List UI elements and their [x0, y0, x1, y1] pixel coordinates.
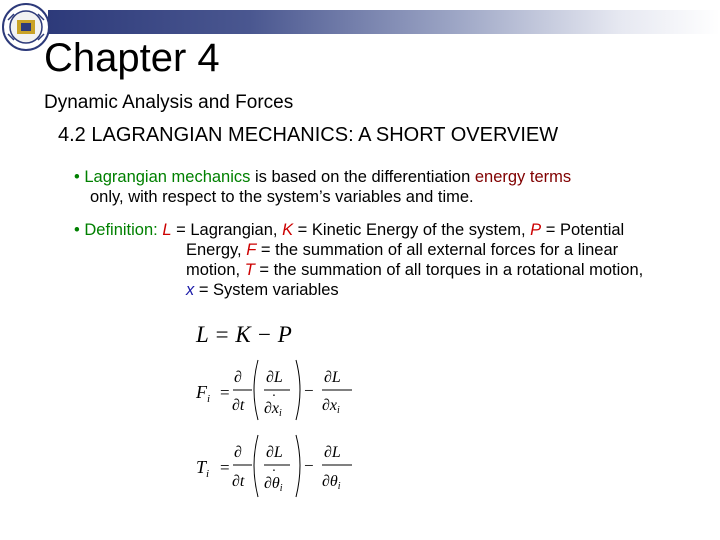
svg-text:∂xi: ∂xi: [322, 397, 340, 416]
def-text: = System variables: [194, 281, 339, 299]
svg-text:∂θi: ∂θi: [322, 473, 341, 492]
svg-text:∂θi: ∂θi: [264, 475, 283, 494]
var-L: L: [162, 221, 172, 239]
eq3-lhs: $T_i$: [196, 457, 210, 480]
svg-text:∂: ∂: [234, 444, 242, 461]
def-text: = the summation of all torques in a rotational motion,: [254, 261, 644, 279]
var-F: F: [246, 241, 257, 259]
var-T: T: [244, 261, 255, 279]
equation-torque: [196, 435, 352, 497]
section-heading: 4.2 LAGRANGIAN MECHANICS: A SHORT OVERVIEW: [58, 124, 559, 146]
bullet-dot: •: [74, 221, 80, 239]
bullet1-text: is based on the differentiation: [250, 168, 475, 186]
def-text: Energy,: [186, 241, 247, 259]
svg-text:·: ·: [272, 389, 276, 404]
page-subtitle: Dynamic Analysis and Forces: [44, 92, 294, 113]
svg-text:∂L: ∂L: [324, 369, 341, 386]
var-x: x: [186, 281, 195, 299]
svg-text:−: −: [304, 381, 314, 400]
bullet-dot: •: [74, 168, 80, 186]
svg-text:=: =: [220, 458, 230, 477]
equation-L-K-P: L = K − P: [196, 322, 292, 347]
svg-text:∂: ∂: [234, 369, 242, 386]
var-K: K: [282, 221, 294, 239]
term-lagrangian-mechanics: Lagrangian mechanics: [84, 168, 251, 186]
bullet-lagrangian: [74, 167, 694, 207]
def-text: = Lagrangian,: [171, 221, 283, 239]
def-text: = Potential: [541, 221, 625, 239]
svg-text:∂xi: ∂xi: [264, 400, 282, 419]
svg-text:∂L: ∂L: [266, 444, 283, 461]
svg-text:∂L: ∂L: [324, 444, 341, 461]
svg-text:·: ·: [272, 464, 276, 479]
header-bar: [48, 10, 720, 34]
svg-text:∂L: ∂L: [266, 369, 283, 386]
def-text: motion,: [186, 261, 245, 279]
def-line2: [74, 240, 714, 260]
def-text: = Kinetic Energy of the system,: [293, 221, 531, 239]
bullet-definition: [74, 220, 714, 300]
term-energy-terms: energy terms: [474, 168, 572, 186]
definition-label: Definition:: [84, 221, 158, 239]
def-line3: [74, 260, 714, 280]
svg-text:−: −: [304, 456, 314, 475]
bullet1-line2: only, with respect to the system’s variables and time.: [90, 188, 474, 206]
def-line4: [74, 280, 714, 300]
eq2-lhs: $F_i$: [196, 382, 211, 405]
svg-text:∂t: ∂t: [232, 473, 245, 490]
page-title: Chapter 4: [44, 36, 220, 80]
var-P: P: [530, 221, 542, 239]
svg-text:=: =: [220, 383, 230, 402]
def-text: = the summation of all external forces for a linear: [256, 241, 619, 259]
lagrange-formulas: [190, 310, 380, 510]
equation-force: [195, 360, 352, 420]
svg-text:∂t: ∂t: [232, 397, 245, 414]
